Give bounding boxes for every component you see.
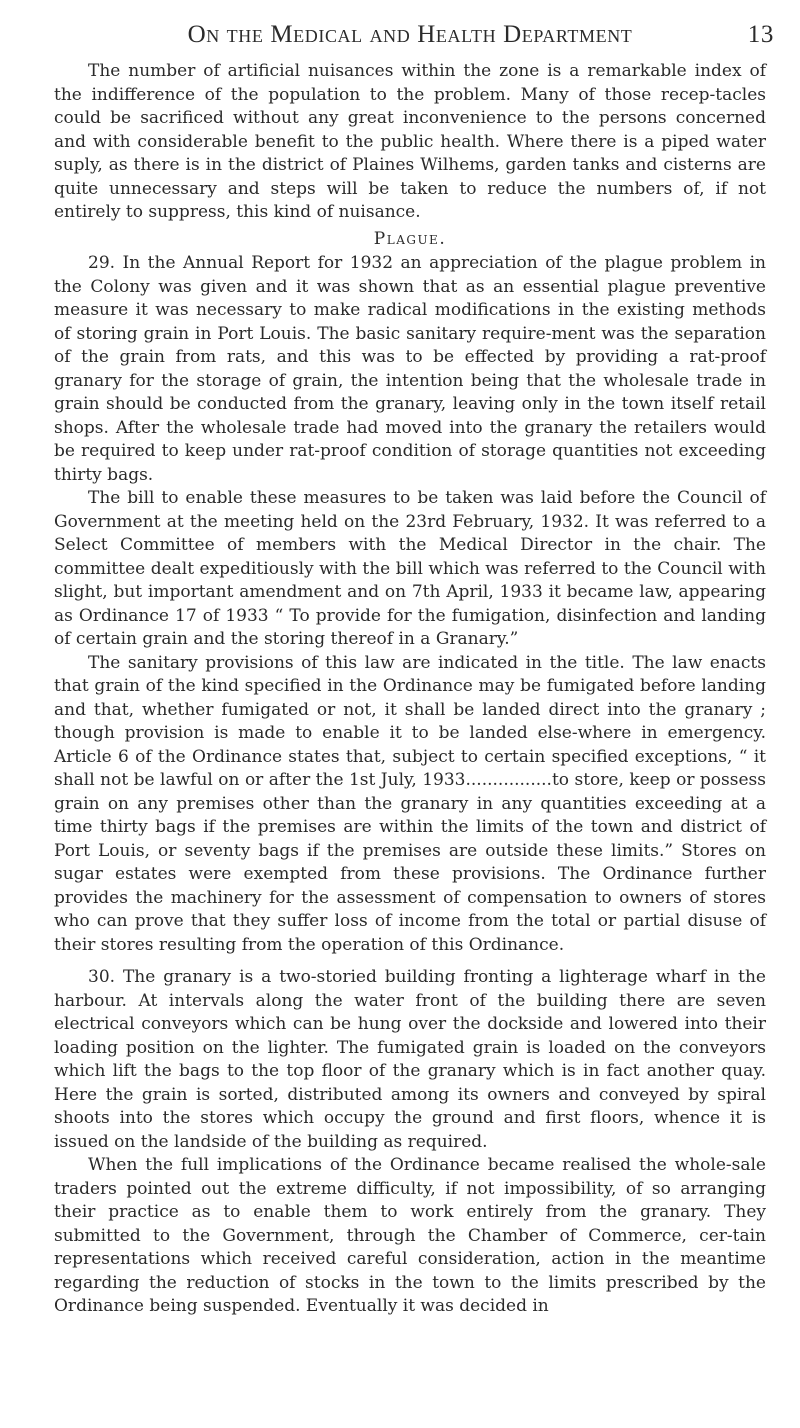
paragraph-artificial-nuisances: The number of artificial nuisances within the zone is a remarkable index of the indifference of the population to the problem. Many of those recep-tacles could be sacrificed without any great inconvenience to the persons concerned and with considerable benefit to the public health. Where there is a piped water suply, as there is in the district of Plaines Wilhems, garden tanks and cisterns are quite unnecessary and steps will be taken to reduce the numbers of, if not entirely to suppress, this kind of nuisance. bbox=[54, 61, 766, 222]
document-page bbox=[54, 12, 774, 1319]
section-heading-plague: Plague. bbox=[373, 228, 447, 249]
page-number: 13 bbox=[747, 21, 774, 48]
paragraph-sanitary-provisions: The sanitary provisions of this law are indicated in the title. The law enacts that grain of the kind specified in the Ordinance may be fumigated before landing and that, whether fumigated or not, it shall be landed direct into the granary ; though provision is made to enable it to be landed else-where in emergency. Article 6 of the Ordinance states that, subject to certain specified exceptions, “ it shall not be lawful on or after the 1st July, 1933................to store, keep or possess grain on any premises other than the granary in any quantities exceeding at a time thirty bags if the premises are within the limits of the town and district of Port Louis, or seventy bags if the premises are outside these limits.” Stores on sugar estates were exempted from these provisions. The Ordinance further provides the machinery for the assessment of compensation to owners of stores who can prove that they suffer loss of income from the total or partial disuse of their stores resulting from the operation of this Ordinance. bbox=[54, 652, 766, 955]
running-header bbox=[54, 12, 774, 58]
document-body bbox=[54, 60, 766, 1319]
paragraph-30: 30. The granary is a two-storied building fronting a lighterage wharf in the harbour. At intervals along the water front of the building there are seven electrical conveyors which can be hung over the dockside and lowered into their loading position on the lighter. The fumigated grain is loaded on the conveyors which lift the bags to the top floor of the granary which is in fact another quay. Here the grain is sorted, distributed among its owners and conveyed by spiral shoots into the stores which occupy the ground and first floors, whence it is issued on the landside of the building as required. bbox=[54, 967, 766, 1152]
paragraph-implications: When the full implications of the Ordinance became realised the whole-sale traders pointed out the extreme difficulty, if not impossibility, of so arranging their practice as to enable them to work entirely from the granary. They submitted to the Government, through the Chamber of Commerce, cer-tain representations which received careful consideration, action in the meantime regarding the reduction of stocks in the town to the limits prescribed by the Ordinance being suspended. Eventually it was decided in bbox=[54, 1155, 766, 1316]
paragraph-bill: The bill to enable these measures to be taken was laid before the Council of Government at the meeting held on the 23rd February, 1932. It was referred to a Select Committee of members with the Medical Director in the chair. The committee dealt expeditiously with the bill which was referred to the Council with slight, but important amendment and on 7th April, 1933 it became law, appearing as Ordinance 17 of 1933 “ To provide for the fumigation, disinfection and landing of certain grain and the storing thereof in a Granary.” bbox=[54, 488, 766, 649]
paragraph-29: 29. In the Annual Report for 1932 an appreciation of the plague problem in the Colony was given and it was shown that as an essential plague preventive measure it was necessary to make radical modifications in the existing methods of storing grain in Port Louis. The basic sanitary require-ment was the separation of the grain from rats, and this was to be effected by providing a rat-proof granary for the storage of grain, the intention being that the wholesale trade in grain should be conducted from the granary, leaving only in the town itself retail shops. After the wholesale trade had moved into the granary the retailers would be required to keep under rat-proof condition of storage quantities not exceeding thirty bags. bbox=[54, 253, 766, 485]
running-title: On the Medical and Health Department bbox=[187, 21, 633, 48]
